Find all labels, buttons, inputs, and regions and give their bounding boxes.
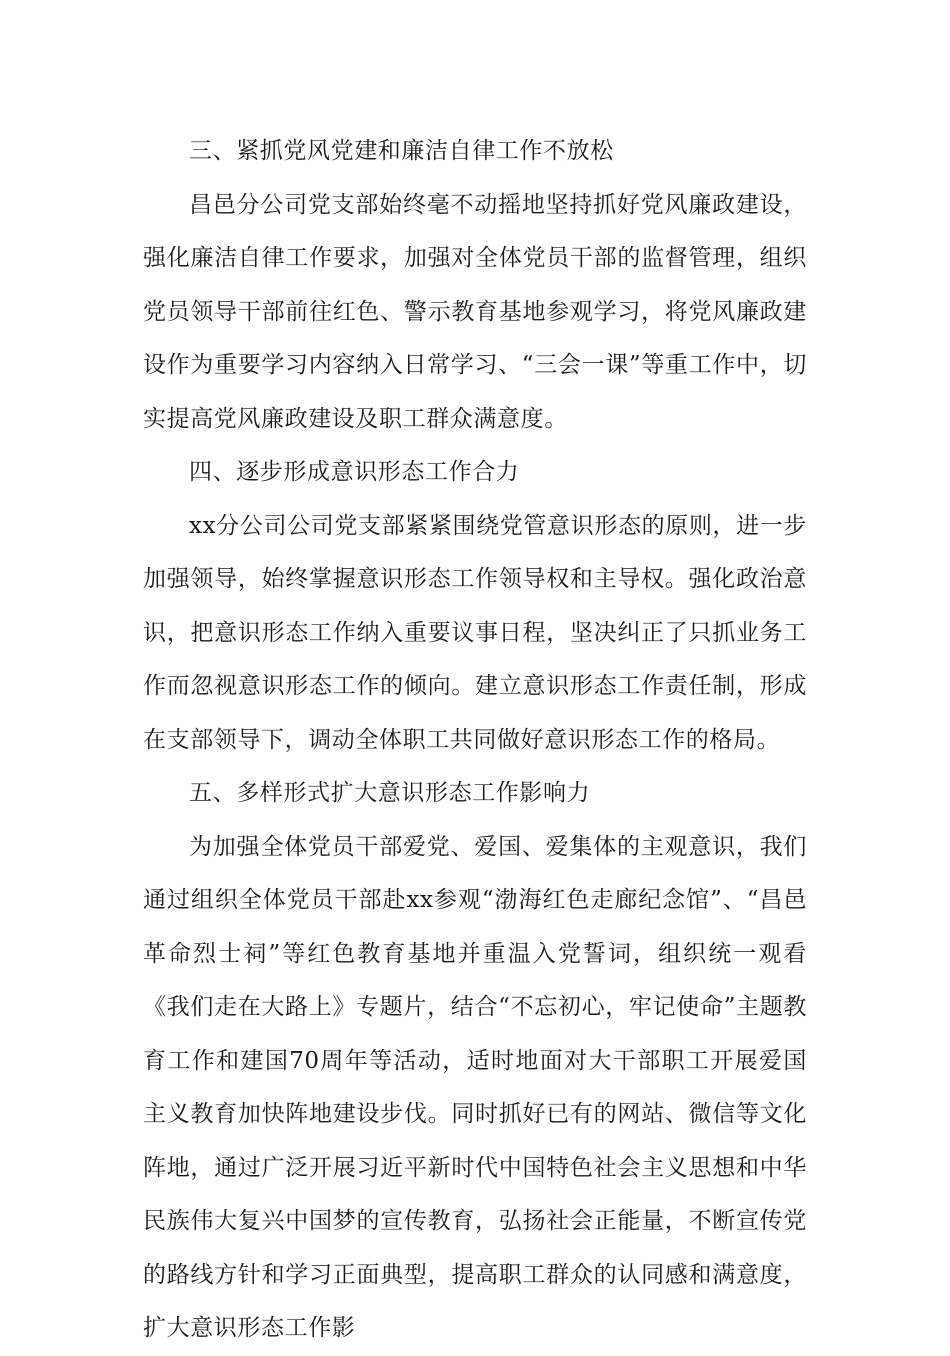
section-3-heading: 三、紧抓党风党建和廉洁自律工作不放松 [189, 138, 614, 164]
section-5-heading: 五、多样形式扩大意识形态工作影响力 [189, 780, 591, 806]
document-body [143, 125, 807, 1356]
section-3-paragraph: 昌邑分公司党支部始终毫不动摇地坚持抓好党风廉政建设，强化廉洁自律工作要求，加强对全体党员干部的监督管理，组织党员领导干部前往红色、警示教育基地参观学习，将党风廉政建设作为重要学习内容纳入日常学习、“三会一课”等重工作中，切实提高党风廉政建设及职工群众满意度。 [143, 191, 807, 432]
section-5-paragraph: 为加强全体党员干部爱党、爱国、爱集体的主观意识，我们通过组织全体党员干部赴xx参观“渤海红色走廊纪念馆”、“昌邑革命烈士祠”等红色教育基地并重温入党誓词，组织统一观看《我们走在大路上》专题片，结合“不忘初心，牢记使命”主题教育工作和建国70周年等活动，适时地面对大干部职工开展爱国主义教育加快阵地建设步伐。同时抓好已有的网站、微信等文化阵地，通过广泛开展习近平新时代中国特色社会主义思想和中华民族伟大复兴中国梦的宣传教育，弘扬社会正能量，不断宣传党的路线方针和学习正面典型，提高职工群众的认同感和满意度，扩大意识形态工作影 [143, 833, 807, 1341]
section-4-heading: 四、逐步形成意识形态工作合力 [189, 459, 520, 485]
section-4-paragraph: xx分公司公司党支部紧紧围绕党管意识形态的原则，进一步加强领导，始终掌握意识形态工作领导权和主导权。强化政治意识，把意识形态工作纳入重要议事日程，坚决纠正了只抓业务工作而忽视意识形态工作的倾向。建立意识形态工作责任制，形成在支部领导下，调动全体职工共同做好意识形态工作的格局。 [143, 512, 807, 753]
